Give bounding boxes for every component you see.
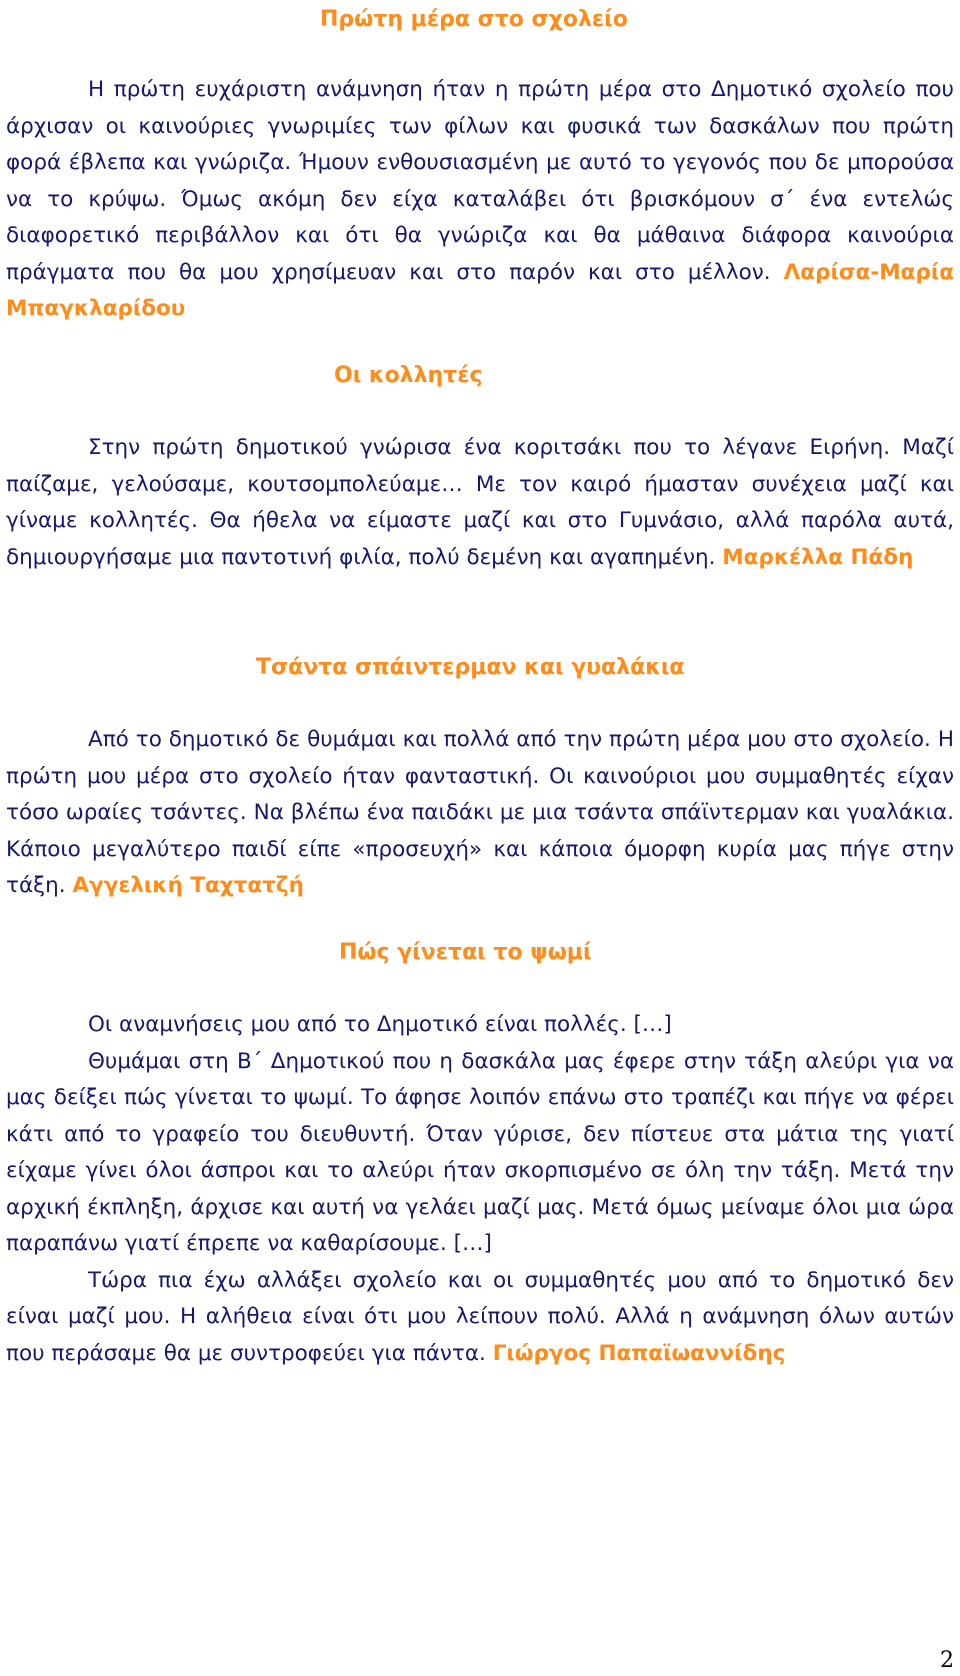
- story-text: Στην πρώτη δημοτικού γνώρισα ένα κοριτσάκι που το λέγανε Ειρήνη. Μαζί παίζαμε, γελούσαμε, κουτσομπολεύαμε… Με τον καιρό ήμασταν συνέχεια μαζί και γίναμε κολλητές. Θα ήθελα να είμαστε μαζί και στο Γυμνάσιο, αλλά παρόλα αυτά, δημιουργήσαμε μια παντοτινή φιλία, πολύ δεμένη και αγαπημένη.: [6, 435, 954, 570]
- author-name: Αγγελική Ταχτατζή: [72, 873, 304, 898]
- story-text: Η πρώτη ευχάριστη ανάμνηση ήταν η πρώτη μέρα στο Δημοτικό σχολείο που άρχισαν οι καινούριες γνωριμίες των φίλων και φυσικά των δασκάλων που πρώτη φορά έβλεπα και γνώριζα. Ήμουν ενθουσιασμένη με αυτό το γεγονός που δε μπορούσα να το κρύψω. Όμως ακόμη δεν είχα καταλάβει ότι βρισκόμουν σ΄ ένα εντελώς διαφορετικό περιβάλλον και ότι θα γνώριζα και θα μάθαινα διάφορα καινούρια πράγματα που θα μου χρησίμευαν και στο παρόν και στο μέλλον.: [6, 77, 954, 285]
- author-name: Μαρκέλλα Πάδη: [722, 544, 914, 570]
- story-title-bread: Πώς γίνεται το ψωμί: [339, 940, 592, 965]
- story-paragraph: Θυμάμαι στη Β΄ Δημοτικού που η δασκάλα μας έφερε στην τάξη αλεύρι για να μας δείξει πώς γίνεται το ψωμί. Το άφησε λοιπόν επάνω στο τραπέζι και πήγε να φέρει κάτι από το γραφείο του διευθυντή. Όταν γύρισε, δεν πίστευε στα μάτια της γιατί είχαμε γίνει όλοι άσπροι και το αλεύρι ήταν σκορπισμένο σε όλη την τάξη. Μετά την αρχική έκπληξη, άρχισε και αυτή να γελάει μαζί μας. Μετά όμως μείναμε όλοι μια ώρα παραπάνω γιατί έπρεπε να καθαρίσουμε. […]: [6, 1048, 954, 1256]
- story-bread: [6, 935, 954, 1372]
- story-paragraph: [6, 722, 954, 905]
- story-paragraph: Οι αναμνήσεις μου από το Δημοτικό είναι πολλές. […]: [88, 1012, 672, 1037]
- story-title-first-day: Πρώτη μέρα στο σχολείο: [320, 7, 628, 32]
- author-name: Λαρίσα-Μαρία Μπαγκλαρίδου: [6, 259, 954, 321]
- story-text: Τώρα πια έχω αλλάξει σχολείο και οι συμμαθητές μου από το δημοτικό δεν είναι μαζί μου. Η αλήθεια είναι ότι μου λείπουν πολύ. Αλλά η ανάμνηση όλων αυτών που περάσαμε θα με συντροφεύει για πάντα.: [6, 1267, 954, 1366]
- story-best-friends: [6, 358, 954, 576]
- page-number: 2: [940, 1648, 954, 1673]
- story-text: Από το δημοτικό δε θυμάμαι και πολλά από την πρώτη μέρα μου στο σχολείο. Η πρώτη μου μέρα στο σχολείο ήταν φανταστική. Οι καινούριοι μου συμμαθητές είχαν τόσο ωραίες τσάντες. Να βλέπω ένα παιδάκι με μια τσάντα σπάϊντερμαν και γυαλάκια. Κάποιο μεγαλύτερο παιδί είπε «προσευχή» και κάποια όμορφη κυρία μας πήγε στην τάξη.: [6, 727, 954, 898]
- story-paragraph: [6, 72, 954, 328]
- story-first-day: [6, 72, 954, 328]
- story-paragraph: [6, 430, 954, 576]
- story-title-best-friends: Οι κολλητές: [334, 363, 483, 388]
- story-paragraph: [6, 1263, 954, 1373]
- story-title-spiderman-bag: Τσάντα σπάιντερμαν και γυαλάκια: [256, 655, 685, 680]
- story-spiderman-bag: [6, 650, 954, 905]
- author-name: Γιώργος Παπαϊωαννίδης: [492, 1340, 786, 1366]
